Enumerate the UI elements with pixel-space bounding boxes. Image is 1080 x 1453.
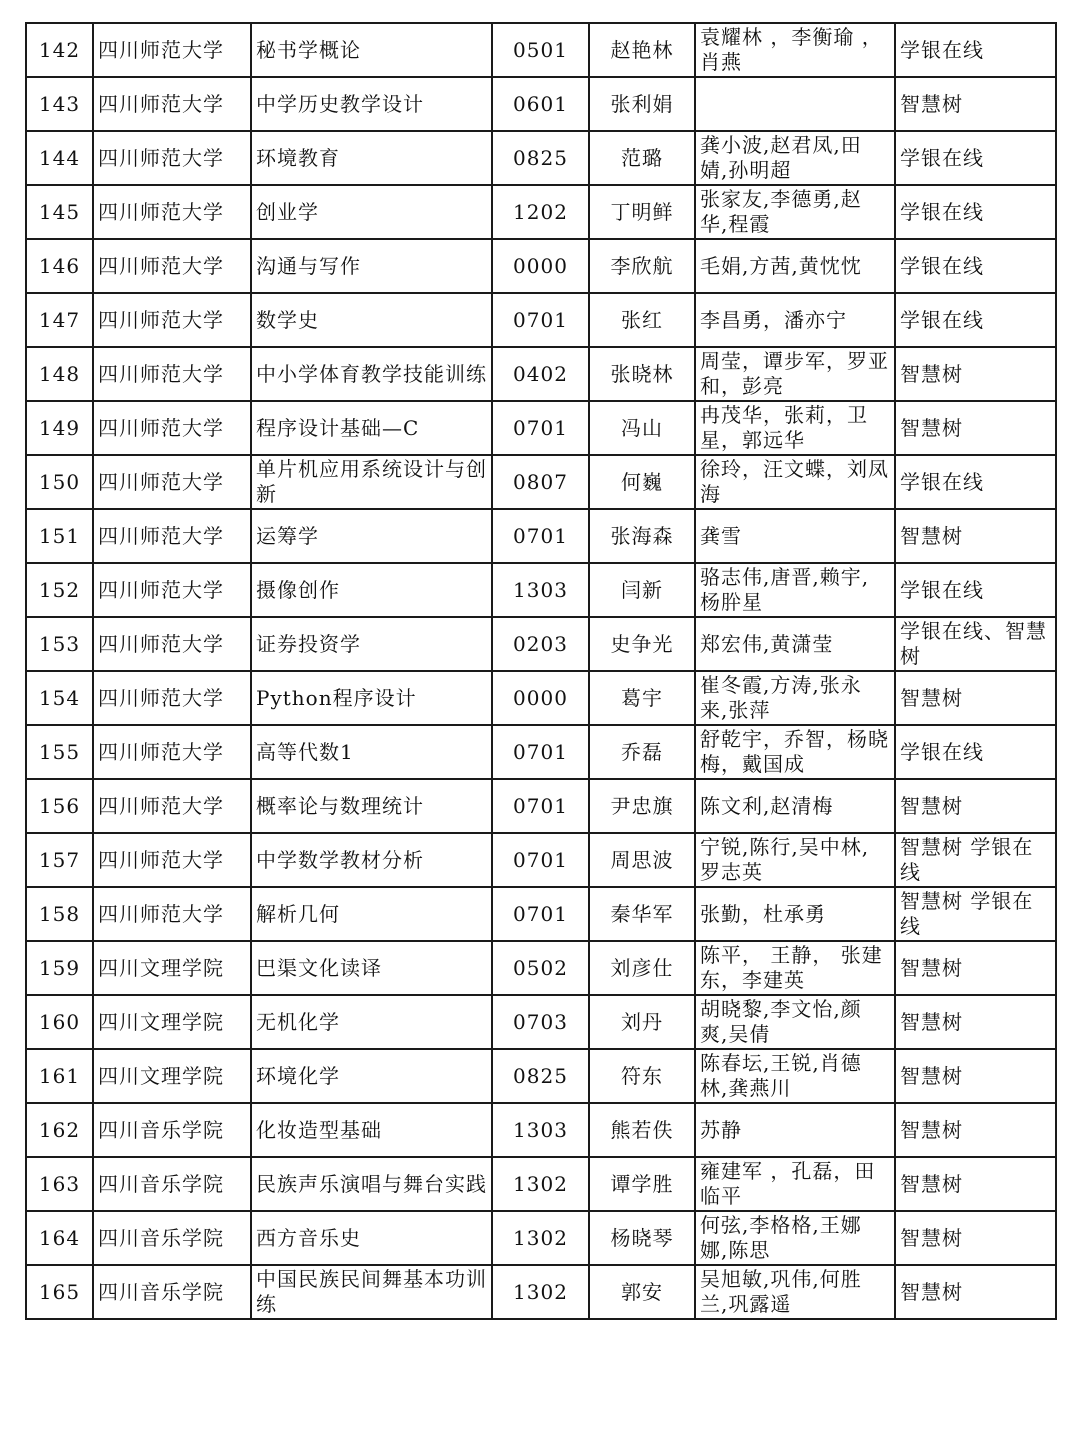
table-row (26, 293, 1056, 347)
subject-code-cell: 0701 (492, 725, 589, 779)
course-leader-cell: 杨晓琴 (589, 1211, 695, 1265)
row-number-cell: 155 (26, 725, 93, 779)
row-number-cell: 158 (26, 887, 93, 941)
course-leader-cell: 谭学胜 (589, 1157, 695, 1211)
platform-cell: 智慧树 (895, 779, 1056, 833)
table-row (26, 509, 1056, 563)
row-number-cell: 154 (26, 671, 93, 725)
subject-code-cell: 0000 (492, 239, 589, 293)
school-cell: 四川师范大学 (93, 563, 251, 617)
school-cell: 四川音乐学院 (93, 1265, 251, 1319)
team-members-cell: 何弦,李格格,王娜娜,陈思 (695, 1211, 895, 1265)
school-cell: 四川师范大学 (93, 239, 251, 293)
subject-code-cell: 0000 (492, 671, 589, 725)
course-table (25, 22, 1057, 1320)
course-name-cell: 中学数学教材分析 (251, 833, 492, 887)
school-cell: 四川文理学院 (93, 941, 251, 995)
subject-code-cell: 0703 (492, 995, 589, 1049)
school-cell: 四川师范大学 (93, 347, 251, 401)
course-leader-cell: 冯山 (589, 401, 695, 455)
team-members-cell: 陈春坛,王锐,肖德林,龚燕川 (695, 1049, 895, 1103)
platform-cell: 智慧树 (895, 1103, 1056, 1157)
team-members-cell: 雍建军 ，孔磊，田临平 (695, 1157, 895, 1211)
school-cell: 四川师范大学 (93, 401, 251, 455)
course-leader-cell: 张利娟 (589, 77, 695, 131)
course-leader-cell: 刘丹 (589, 995, 695, 1049)
subject-code-cell: 0701 (492, 509, 589, 563)
course-name-cell: 沟通与写作 (251, 239, 492, 293)
course-name-cell: 无机化学 (251, 995, 492, 1049)
row-number-cell: 147 (26, 293, 93, 347)
course-name-cell: 化妆造型基础 (251, 1103, 492, 1157)
course-leader-cell: 张晓林 (589, 347, 695, 401)
table-row (26, 23, 1056, 77)
course-leader-cell: 尹忠旗 (589, 779, 695, 833)
platform-cell: 学银在线 (895, 239, 1056, 293)
course-name-cell: 运筹学 (251, 509, 492, 563)
table-row (26, 887, 1056, 941)
school-cell: 四川师范大学 (93, 293, 251, 347)
platform-cell: 智慧树 (895, 1211, 1056, 1265)
row-number-cell: 151 (26, 509, 93, 563)
course-name-cell: 中小学体育教学技能训练 (251, 347, 492, 401)
platform-cell: 智慧树 (895, 509, 1056, 563)
school-cell: 四川师范大学 (93, 725, 251, 779)
subject-code-cell: 0203 (492, 617, 589, 671)
course-name-cell: 解析几何 (251, 887, 492, 941)
row-number-cell: 146 (26, 239, 93, 293)
course-name-cell: 西方音乐史 (251, 1211, 492, 1265)
subject-code-cell: 0402 (492, 347, 589, 401)
table-row (26, 1211, 1056, 1265)
team-members-cell: 袁耀林 ，李衡瑜 ，肖燕 (695, 23, 895, 77)
subject-code-cell: 0825 (492, 131, 589, 185)
course-name-cell: 概率论与数理统计 (251, 779, 492, 833)
table-row (26, 995, 1056, 1049)
subject-code-cell: 1202 (492, 185, 589, 239)
course-name-cell: 中学历史教学设计 (251, 77, 492, 131)
course-leader-cell: 秦华军 (589, 887, 695, 941)
school-cell: 四川师范大学 (93, 509, 251, 563)
platform-cell: 学银在线 (895, 563, 1056, 617)
subject-code-cell: 1302 (492, 1211, 589, 1265)
platform-cell: 智慧树 (895, 401, 1056, 455)
subject-code-cell: 0701 (492, 401, 589, 455)
platform-cell: 智慧树 (895, 347, 1056, 401)
course-leader-cell: 范璐 (589, 131, 695, 185)
school-cell: 四川师范大学 (93, 131, 251, 185)
school-cell: 四川音乐学院 (93, 1103, 251, 1157)
platform-cell: 学银在线 (895, 185, 1056, 239)
table-row (26, 131, 1056, 185)
school-cell: 四川师范大学 (93, 617, 251, 671)
platform-cell: 智慧树 (895, 671, 1056, 725)
subject-code-cell: 0601 (492, 77, 589, 131)
team-members-cell: 舒乾宇，乔智，杨晓梅，戴国成 (695, 725, 895, 779)
subject-code-cell: 0825 (492, 1049, 589, 1103)
subject-code-cell: 0807 (492, 455, 589, 509)
table-row (26, 671, 1056, 725)
course-name-cell: Python程序设计 (251, 671, 492, 725)
course-leader-cell: 张海森 (589, 509, 695, 563)
platform-cell: 智慧树 (895, 941, 1056, 995)
course-leader-cell: 张红 (589, 293, 695, 347)
table-row (26, 239, 1056, 293)
school-cell: 四川文理学院 (93, 1049, 251, 1103)
row-number-cell: 160 (26, 995, 93, 1049)
school-cell: 四川师范大学 (93, 671, 251, 725)
course-name-cell: 民族声乐演唱与舞台实践 (251, 1157, 492, 1211)
row-number-cell: 152 (26, 563, 93, 617)
platform-cell: 学银在线、智慧树 (895, 617, 1056, 671)
team-members-cell: 张家友,李德勇,赵华,程霞 (695, 185, 895, 239)
school-cell: 四川师范大学 (93, 833, 251, 887)
course-leader-cell: 葛宇 (589, 671, 695, 725)
subject-code-cell: 1303 (492, 1103, 589, 1157)
row-number-cell: 150 (26, 455, 93, 509)
team-members-cell: 龚雪 (695, 509, 895, 563)
table-row (26, 563, 1056, 617)
table-row (26, 1265, 1056, 1319)
course-leader-cell: 熊若佚 (589, 1103, 695, 1157)
course-leader-cell: 乔磊 (589, 725, 695, 779)
platform-cell: 智慧树 学银在线 (895, 833, 1056, 887)
course-leader-cell: 史争光 (589, 617, 695, 671)
team-members-cell: 徐玲，汪文蝶，刘凤海 (695, 455, 895, 509)
subject-code-cell: 1302 (492, 1157, 589, 1211)
team-members-cell: 龚小波,赵君凤,田婧,孙明超 (695, 131, 895, 185)
team-members-cell (695, 77, 895, 131)
school-cell: 四川音乐学院 (93, 1157, 251, 1211)
course-leader-cell: 郭安 (589, 1265, 695, 1319)
course-name-cell: 巴渠文化读译 (251, 941, 492, 995)
course-name-cell: 秘书学概论 (251, 23, 492, 77)
row-number-cell: 143 (26, 77, 93, 131)
table-row (26, 347, 1056, 401)
course-leader-cell: 何巍 (589, 455, 695, 509)
row-number-cell: 163 (26, 1157, 93, 1211)
team-members-cell: 陈平， 王静， 张建东，李建英 (695, 941, 895, 995)
row-number-cell: 153 (26, 617, 93, 671)
table-row (26, 941, 1056, 995)
table-row (26, 1049, 1056, 1103)
school-cell: 四川音乐学院 (93, 1211, 251, 1265)
subject-code-cell: 0701 (492, 293, 589, 347)
platform-cell: 智慧树 (895, 77, 1056, 131)
team-members-cell: 苏静 (695, 1103, 895, 1157)
course-name-cell: 环境教育 (251, 131, 492, 185)
course-name-cell: 创业学 (251, 185, 492, 239)
course-leader-cell: 符东 (589, 1049, 695, 1103)
school-cell: 四川师范大学 (93, 887, 251, 941)
subject-code-cell: 1303 (492, 563, 589, 617)
subject-code-cell: 0501 (492, 23, 589, 77)
team-members-cell: 崔冬霞,方涛,张永来,张萍 (695, 671, 895, 725)
platform-cell: 智慧树 学银在线 (895, 887, 1056, 941)
course-leader-cell: 李欣航 (589, 239, 695, 293)
table-row (26, 77, 1056, 131)
course-name-cell: 证券投资学 (251, 617, 492, 671)
team-members-cell: 李昌勇，潘亦宁 (695, 293, 895, 347)
course-name-cell: 高等代数1 (251, 725, 492, 779)
team-members-cell: 周莹，谭步军，罗亚和，彭亮 (695, 347, 895, 401)
platform-cell: 智慧树 (895, 1157, 1056, 1211)
platform-cell: 学银在线 (895, 131, 1056, 185)
platform-cell: 智慧树 (895, 1265, 1056, 1319)
row-number-cell: 149 (26, 401, 93, 455)
table-row (26, 185, 1056, 239)
course-leader-cell: 赵艳林 (589, 23, 695, 77)
table-row (26, 617, 1056, 671)
course-leader-cell: 周思波 (589, 833, 695, 887)
course-name-cell: 单片机应用系统设计与创新 (251, 455, 492, 509)
row-number-cell: 164 (26, 1211, 93, 1265)
subject-code-cell: 0701 (492, 887, 589, 941)
team-members-cell: 吴旭敏,巩伟,何胜兰,巩露遥 (695, 1265, 895, 1319)
table-row (26, 455, 1056, 509)
course-name-cell: 程序设计基础—C (251, 401, 492, 455)
row-number-cell: 156 (26, 779, 93, 833)
school-cell: 四川师范大学 (93, 23, 251, 77)
row-number-cell: 142 (26, 23, 93, 77)
school-cell: 四川师范大学 (93, 779, 251, 833)
team-members-cell: 冉茂华，张莉，卫星，郭远华 (695, 401, 895, 455)
course-name-cell: 数学史 (251, 293, 492, 347)
team-members-cell: 张勤，杜承勇 (695, 887, 895, 941)
row-number-cell: 148 (26, 347, 93, 401)
table-row (26, 779, 1056, 833)
platform-cell: 智慧树 (895, 995, 1056, 1049)
subject-code-cell: 0701 (492, 779, 589, 833)
platform-cell: 智慧树 (895, 1049, 1056, 1103)
course-name-cell: 摄像创作 (251, 563, 492, 617)
team-members-cell: 郑宏伟,黄潇莹 (695, 617, 895, 671)
table-row (26, 1103, 1056, 1157)
table-row (26, 833, 1056, 887)
course-name-cell: 环境化学 (251, 1049, 492, 1103)
row-number-cell: 165 (26, 1265, 93, 1319)
course-leader-cell: 闫新 (589, 563, 695, 617)
platform-cell: 学银在线 (895, 725, 1056, 779)
subject-code-cell: 0502 (492, 941, 589, 995)
school-cell: 四川师范大学 (93, 77, 251, 131)
platform-cell: 学银在线 (895, 455, 1056, 509)
team-members-cell: 毛娟,方茜,黄忱忱 (695, 239, 895, 293)
table-row (26, 401, 1056, 455)
row-number-cell: 157 (26, 833, 93, 887)
table-row (26, 725, 1056, 779)
subject-code-cell: 1302 (492, 1265, 589, 1319)
platform-cell: 学银在线 (895, 23, 1056, 77)
school-cell: 四川师范大学 (93, 455, 251, 509)
team-members-cell: 宁锐,陈行,吴中林,罗志英 (695, 833, 895, 887)
course-name-cell: 中国民族民间舞基本功训练 (251, 1265, 492, 1319)
platform-cell: 学银在线 (895, 293, 1056, 347)
row-number-cell: 144 (26, 131, 93, 185)
row-number-cell: 161 (26, 1049, 93, 1103)
table-row (26, 1157, 1056, 1211)
school-cell: 四川文理学院 (93, 995, 251, 1049)
school-cell: 四川师范大学 (93, 185, 251, 239)
team-members-cell: 胡晓黎,李文怡,颜爽,吴倩 (695, 995, 895, 1049)
course-leader-cell: 丁明鲜 (589, 185, 695, 239)
course-leader-cell: 刘彦仕 (589, 941, 695, 995)
team-members-cell: 骆志伟,唐晋,赖宇,杨肸星 (695, 563, 895, 617)
row-number-cell: 162 (26, 1103, 93, 1157)
row-number-cell: 145 (26, 185, 93, 239)
row-number-cell: 159 (26, 941, 93, 995)
team-members-cell: 陈文利,赵清梅 (695, 779, 895, 833)
subject-code-cell: 0701 (492, 833, 589, 887)
